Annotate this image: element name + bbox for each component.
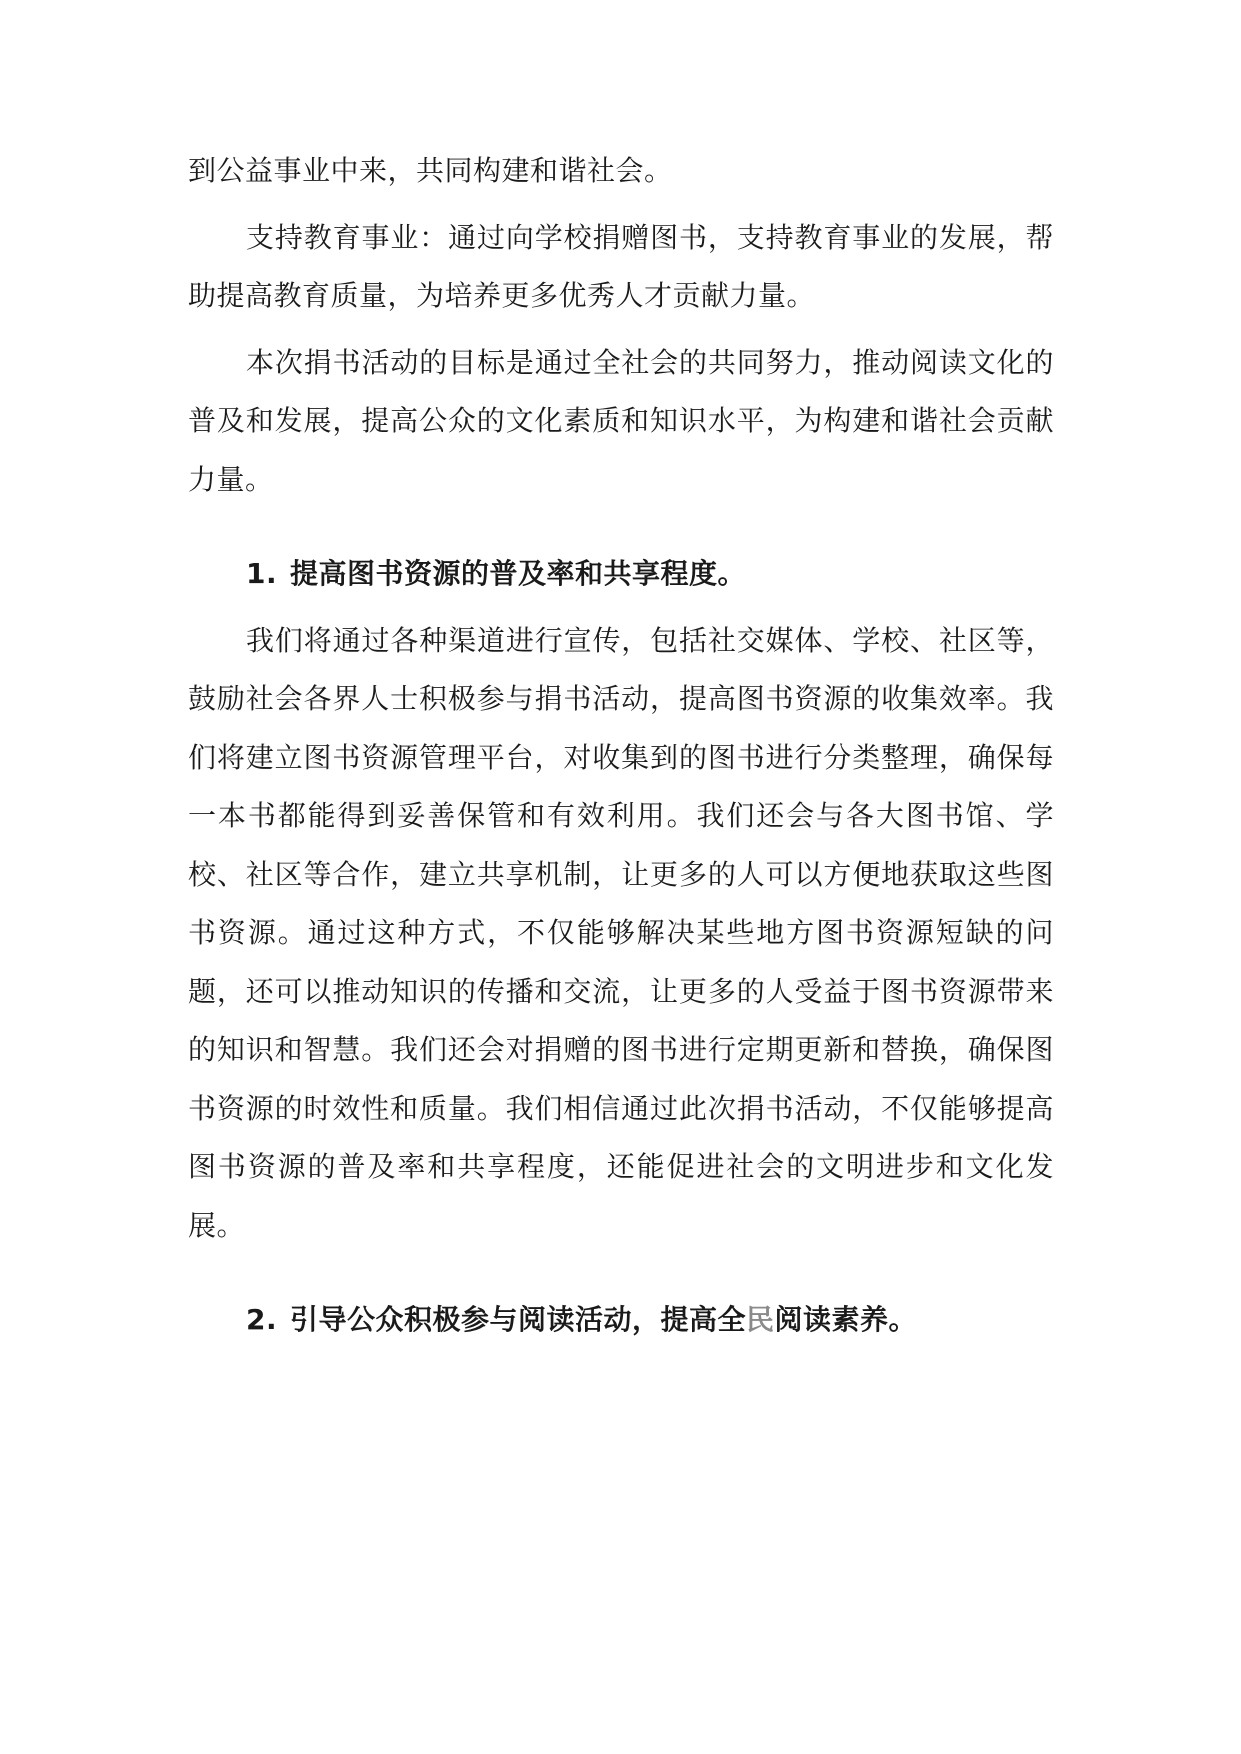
spacer	[188, 604, 1054, 612]
section-1-body: 我们将通过各种渠道进行宣传，包括社交媒体、学校、社区等，鼓励社会各界人士积极参与捐书活动，提高图书资源的收集效率。我们将建立图书资源管理平台，对收集到的图书进行分类整理，确保每一本书都能得到妥善保管和有效利用。我们还会与各大图书馆、学校、社区等合作，建立共享机制，让更多的人可以方便地获取这些图书资源。通过这种方式，不仅能够解决某些地方图书资源短缺的问题，还可以推动知识的传播和交流，让更多的人受益于图书资源带来的知识和智慧。我们还会对捐赠的图书进行定期更新和替换，确保图书资源的时效性和质量。我们相信通过此次捐书活动，不仅能够提高图书资源的普及率和共享程度，还能促进社会的文明进步和文化发展。	[188, 623, 1054, 1242]
section-title-gray-char: 民	[746, 1303, 775, 1336]
paragraph-continuation: 到公益事业中来，共同构建和谐社会。	[188, 154, 673, 187]
section-number: 2.	[246, 1303, 278, 1336]
section-heading-1	[188, 545, 1054, 604]
section-heading-2	[188, 1291, 1054, 1350]
section-title-part1: 引导公众积极参与阅读活动，提高全	[290, 1303, 747, 1336]
document-body	[188, 142, 1054, 1350]
section-title: 提高图书资源的普及率和共享程度。	[290, 557, 747, 590]
spacer	[188, 509, 1054, 545]
paragraph-activity-goal: 本次捐书活动的目标是通过全社会的共同努力，推动阅读文化的普及和发展，提高公众的文化素质和知识水平，为构建和谐社会贡献力量。	[188, 345, 1054, 496]
spacer	[188, 1255, 1054, 1291]
spacer	[188, 326, 1054, 334]
paragraph-education-support: 支持教育事业：通过向学校捐赠图书，支持教育事业的发展，帮助提高教育质量，为培养更多优秀人才贡献力量。	[188, 220, 1054, 312]
section-number: 1.	[246, 557, 278, 590]
section-title-part2: 阅读素养。	[774, 1303, 918, 1336]
spacer	[188, 201, 1054, 209]
